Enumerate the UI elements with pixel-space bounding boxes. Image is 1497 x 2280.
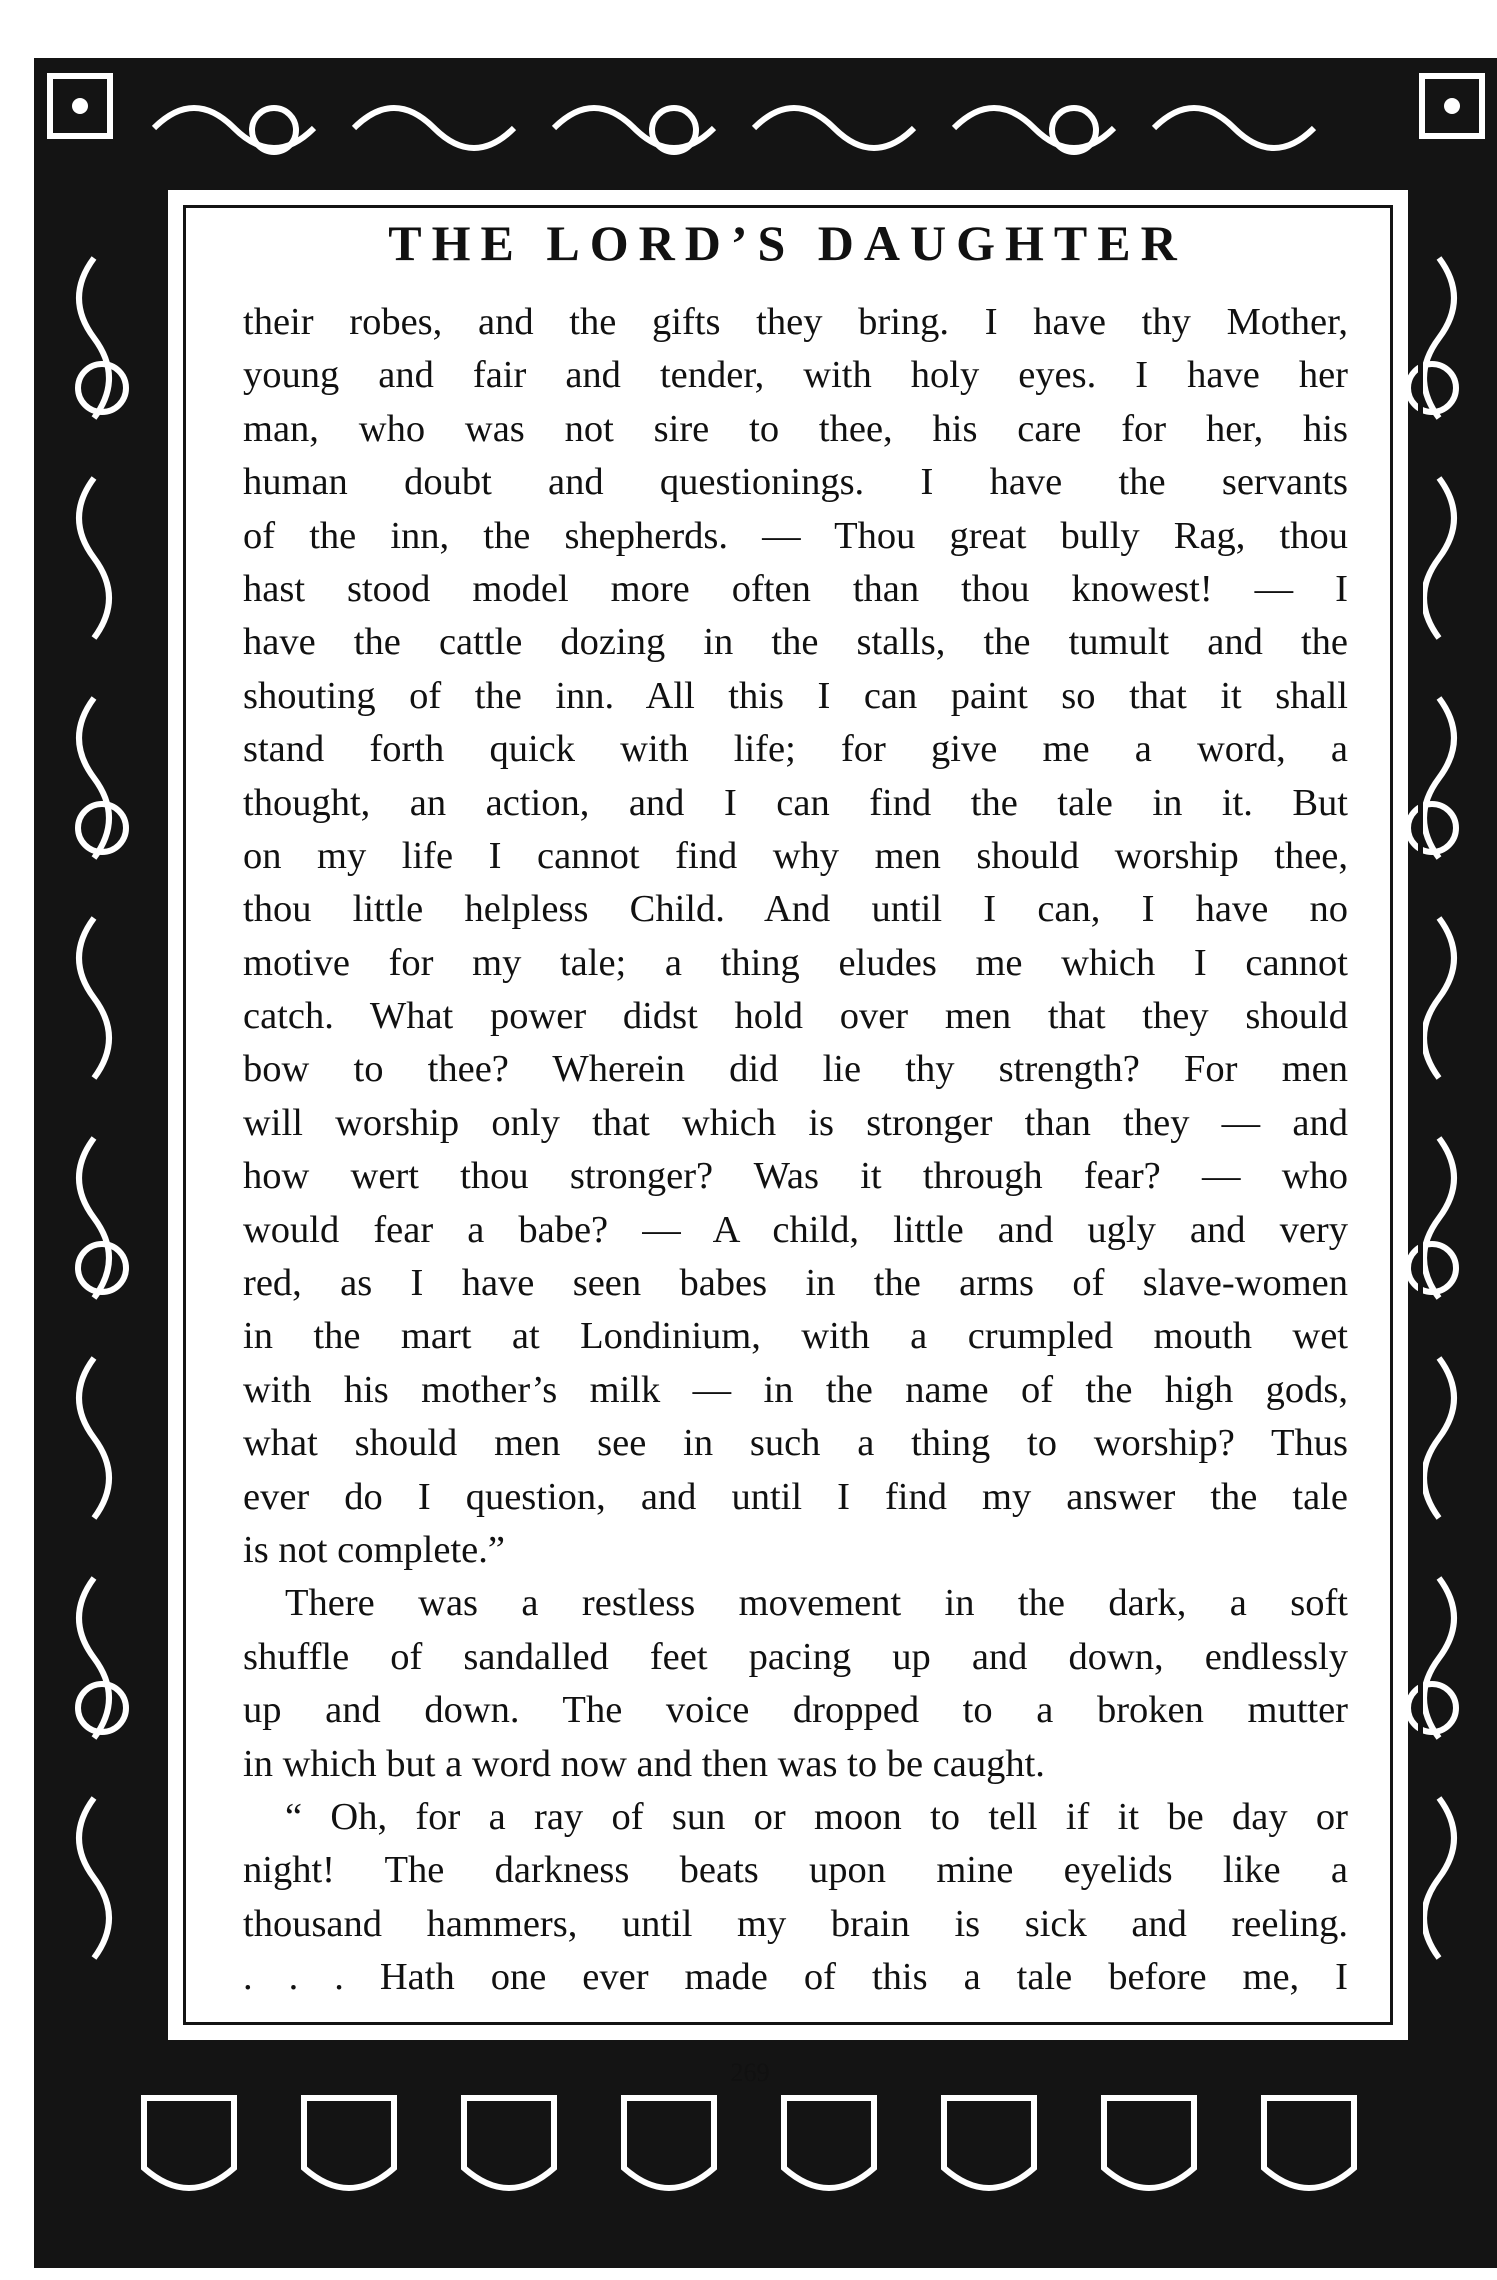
text-line: There was a restless movement in the dark, a soft [285,1582,1348,1625]
text-line: thou little helpless Child. And until I can, I have no [243,888,1348,931]
text-line: would fear a babe? — A child, little and ugly and very [243,1208,1348,1251]
text-line: “ Oh, for a ray of sun or moon to tell if it be day or [285,1795,1348,1838]
text-line: of the inn, the shepherds. — Thou great bully Rag, thou [243,514,1348,557]
text-line: with his mother’s milk — in the name of the high gods, [243,1368,1348,1411]
text-line: hast stood model more often than thou knowest! — I [243,567,1348,610]
text-line: in the mart at Londinium, with a crumpled mouth wet [243,1315,1348,1358]
text-line: what should men see in such a thing to worship? Thus [243,1422,1348,1465]
text-line: stand forth quick with life; for give me a word, a [243,728,1348,771]
text-line: shouting of the inn. All this I can paint so that it shall [243,674,1348,717]
text-line: catch. What power didst hold over men that they should [243,995,1348,1038]
text-line: is not complete.” [243,1528,505,1571]
text-line: have the cattle dozing in the stalls, the tumult and the [243,621,1348,664]
text-line: human doubt and questionings. I have the servants [243,461,1348,504]
text-line: ever do I question, and until I find my answer the tale [243,1475,1348,1518]
text-line: young and fair and tender, with holy eyes. I have her [243,354,1348,397]
text-line: motive for my tale; a thing eludes me which I cannot [243,941,1348,984]
text-line: thousand hammers, until my brain is sick and reeling. [243,1902,1348,1945]
page-number: 269 [730,2058,770,2087]
text-line: man, who was not sire to thee, his care for her, his [243,407,1348,450]
text-line: thought, an action, and I can find the tale in it. But [243,781,1348,824]
running-head: THE LORD’S DAUGHTER [388,215,1187,271]
text-line: up and down. The voice dropped to a broken mutter [243,1689,1348,1732]
text-line: in which but a word now and then was to be caught. [243,1742,1045,1785]
text-line: how wert thou stronger? Was it through fear? — who [243,1155,1348,1198]
text-line: bow to thee? Wherein did lie thy strength? For men [243,1048,1348,1091]
text-line: will worship only that which is stronger than they — and [243,1101,1348,1144]
text-line: shuffle of sandalled feet pacing up and down, endlessly [243,1635,1348,1678]
text-line: . . . Hath one ever made of this a tale before me, I [243,1956,1348,1999]
text-line: on my life I cannot find why men should worship thee, [243,834,1348,877]
text-line: their robes, and the gifts they bring. I have thy Mother, [243,301,1348,343]
text-line: red, as I have seen babes in the arms of slave-women [243,1262,1348,1305]
text-line: night! The darkness beats upon mine eyelids like a [243,1849,1348,1892]
body-text [243,296,1348,2005]
